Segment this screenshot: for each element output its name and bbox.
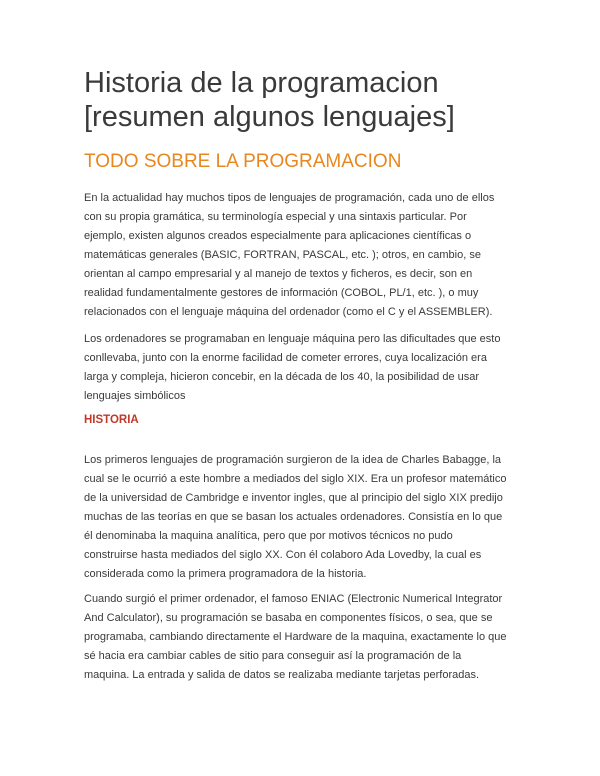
paragraph-intro: En la actualidad hay muchos tipos de lenguajes de programación, cada uno de ellos con su propia gramática, su terminología especial y una sintaxis particular. Por ejemplo, existen algunos creados especialmente para aplicaciones científicas o matemáticas generales (BASIC, FORTRAN, PASCAL, etc. ); otros, en cambio, se orientan al campo empresarial y al manejo de textos y ficheros, es decir, son en realidad fundamentalmente gestores de información (COBOL, PL/1, etc. ), o muy relacionados con el lenguaje máquina del ordenador (como el C y el ASSEMBLER). (84, 192, 495, 318)
page-subtitle: TODO SOBRE LA PROGRAMACION (84, 151, 402, 172)
section-heading-historia: HISTORIA (84, 414, 139, 426)
paragraph-history: Los primeros lenguajes de programación surgieron de la idea de Charles Babagge, la cual se le ocurrió a este hombre a mediados del siglo XIX. Era un profesor matemático de la universidad de Cambridge e inventor ingles, que al principio del siglo XIX predijo muchas de las teorías en que se basan los actuales ordenadores. Consistía en lo que él denominaba la maquina analítica, pero que por motivos técnicos no pudo construirse hasta mediados del siglo XX. Con él colaboro Ada Lovedby, la cual es considerada como la primera programadora de la historia. (84, 454, 507, 580)
paragraph-machine-language: Los ordenadores se programaban en lenguaje máquina pero las dificultades que esto conllevaba, junto con la enorme facilidad de cometer errores, cuya localización era larga y compleja, hicieron concebir, en la década de los 40, la posibilidad de usar lenguajes simbólicos (84, 333, 501, 402)
page-title: Historia de la programacion [resumen algunos lenguajes] (84, 67, 455, 133)
paragraph-eniac: Cuando surgió el primer ordenador, el famoso ENIAC (Electronic Numerical Integrator And Calculator), su programación se basaba en componentes físicos, o sea, que se programaba, cambiando directamente el Hardware de la maquina, exactamente lo que sé hacia era cambiar cables de sitio para conseguir así la programación de la maquina. La entrada y salida de datos se realizaba mediante tarjetas perforadas. (84, 593, 507, 681)
